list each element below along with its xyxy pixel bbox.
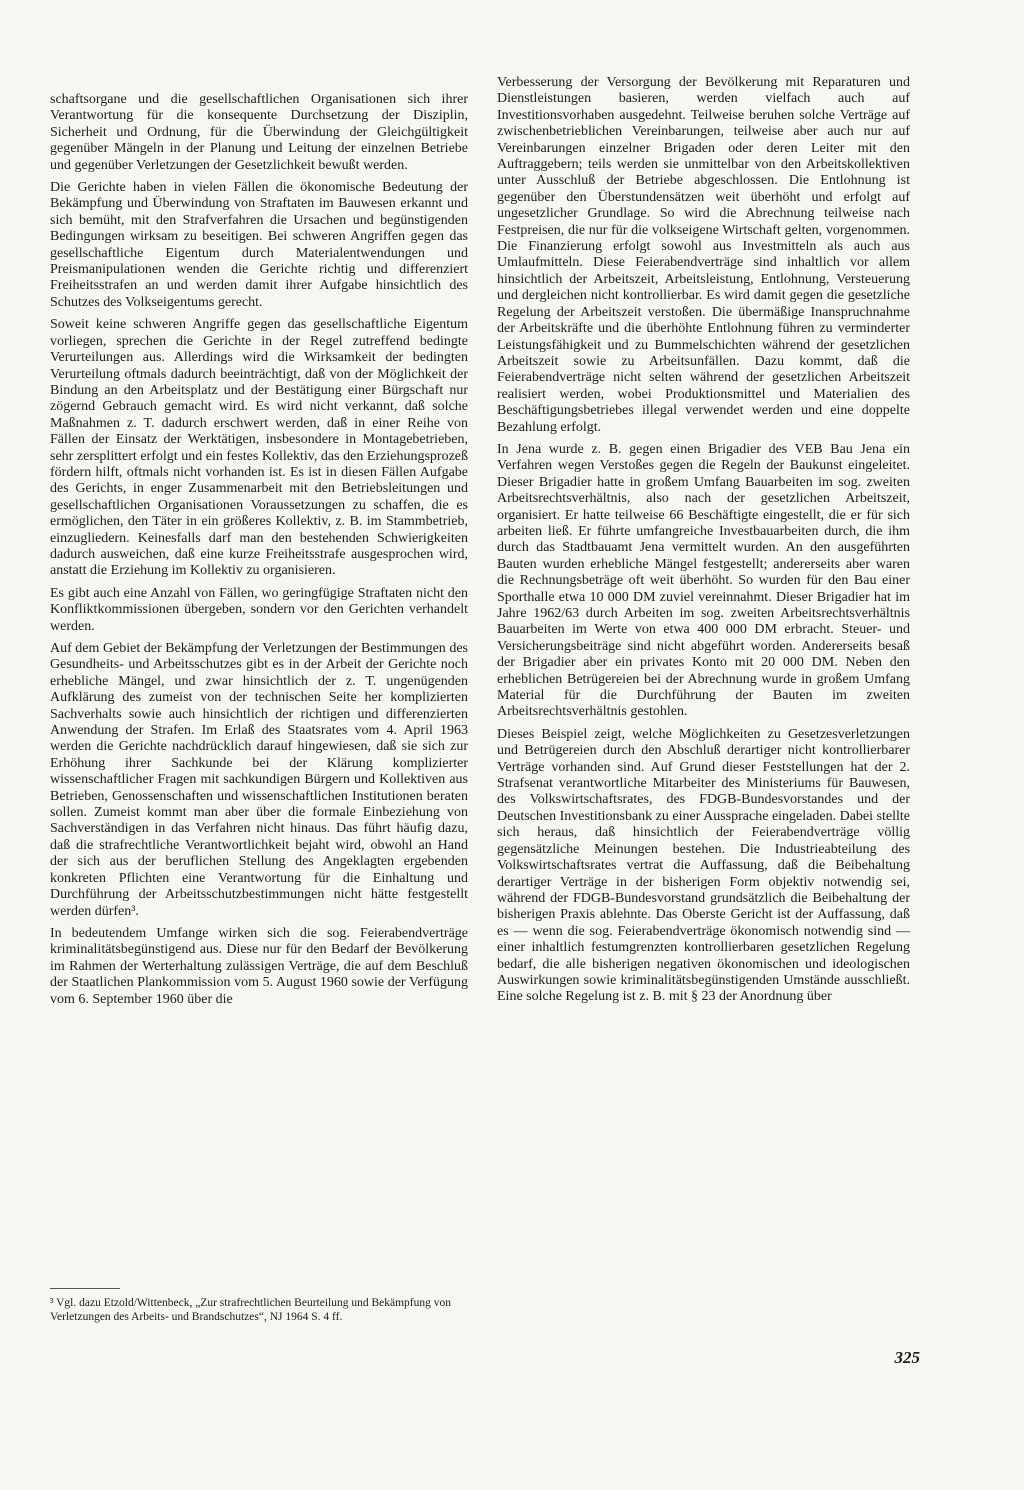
paragraph: Es gibt auch eine Anzahl von Fällen, wo geringfügige Straftaten nicht den Konfliktkommissionen übergeben, sondern vor den Gerichten verhandelt werden. xyxy=(50,585,468,634)
page-number: 325 xyxy=(894,1348,920,1367)
paragraph: Auf dem Gebiet der Bekämpfung der Verletzungen der Bestimmungen des Gesundheits- und Arbeitsschutzes gibt es in der Arbeit der Gerichte noch erhebliche Mängel, und zwar hinsichtlich der z. T. ungenügenden Aufklärung des zumeist von der technischen Seite her komplizierten Sachverhalts sowie auch hinsichtlich der richtigen und differenzierten Anwendung der Strafen. Im Erlaß des Staatsrates vom 4. April 1963 werden die Gerichte nachdrücklich darauf hingewiesen, daß sie sich zur Erhöhung ihrer Sachkunde bei der Klärung komplizierter wissenschaftlicher Fragen mit sachkundigen Bürgern und Kollektiven aus Betrieben, Genossenschaften und wissenschaftlichen Institutionen beraten sollen. Zumeist kommt man aber über die formale Einbeziehung von Sachverständigen in das Verfahren nicht hinaus. Das führt häufig dazu, daß die strafrechtliche Verantwortlichkeit bejaht wird, obwohl an Hand der sich aus der beruflichen Stellung des Angeklagten ergebenden konkreten Pflichten eine Verantwortung für die Einhaltung und Durchführung der Arbeitsschutzbestimmungen nicht hätte festgestellt werden dürfen³. xyxy=(50,641,468,919)
paragraph: schaftsorgane und die gesellschaftlichen Organisationen sich ihrer Verantwortung für die konsequente Durchsetzung der Disziplin, Sicherheit und Ordnung, für die Überwindung der Gleichgültigkeit gegenüber Mängeln in der Planung und Leitung der einzelnen Betriebe und gegenüber Verletzungen der Gesetzlichkeit bewußt werden. xyxy=(50,92,468,173)
paragraph: In Jena wurde z. B. gegen einen Brigadier des VEB Bau Jena ein Verfahren wegen Verstoßes gegen die Regeln der Baukunst eingeleitet. Dieser Brigadier hatte in großem Umfang Bauarbeiten im sog. zweiten Arbeitsrechtsverhältnis, also nach der gesetzlichen Arbeitszeit, organisiert. Er hatte teilweise 66 Beschäftigte eingestellt, die er für sich arbeiten ließ. Er führte umfangreiche Investbauarbeiten durch, die ihm durch das Stadtbauamt Jena vermittelt wurden. An den ausgeführten Bauten wurden erhebliche Mängel festgestellt; andererseits aber waren die Rechnungsbeträge oft weit überhöht. So wurden für den Bau einer Sporthalle etwa 10 000 DM zuviel vereinnahmt. Dieser Brigadier hat im Jahre 1962/63 durch Arbeiten im sog. zweiten Arbeitsrechtsverhältnis Bauarbeiten im Werte von etwa 400 000 DM erbracht. Steuer- und Versicherungsbeiträge sind nicht abgeführt worden. Andererseits besaß der Brigadier aber ein privates Konto mit 20 000 DM. Neben den erheblichen Betrügereien bei der Abrechnung wurde in großem Umfang Material für die Durchführung der Bauten im zweiten Arbeitsrechtsverhältnis gestohlen. xyxy=(497,441,910,720)
footnote-rule xyxy=(50,1288,120,1289)
footnote: ³ Vgl. dazu Etzold/Wittenbeck, „Zur strafrechtlichen Beurteilung und Bekämpfung von Verletzungen des Arbeits- und Brandschutzes“, NJ 1964 S. 4 ff. xyxy=(50,1297,452,1323)
paragraph: In bedeutendem Umfange wirken sich die sog. Feierabendverträge kriminalitätsbegünstigend aus. Diese nur für den Bedarf der Bevölkerung im Rahmen der Werterhaltung zulässigen Verträge, die auf dem Beschluß der Staatlichen Plankommission vom 5. August 1960 sowie der Verfügung vom 6. September 1960 über die xyxy=(50,925,468,1007)
paragraph: Die Gerichte haben in vielen Fällen die ökonomische Bedeutung der Bekämpfung und Überwindung von Straftaten im Bauwesen erkannt und sich bemüht, mit den Strafverfahren die Ursachen und begünstigenden Bedingungen wirksam zu beseitigen. Bei schweren Angriffen gegen das gesellschaftliche Eigentum durch Materialentwendungen und Preismanipulationen wenden die Gerichte richtig und differenziert Freiheitsstrafen an und werden damit ihrer Aufgabe hinsichtlich des Schutzes des Volkseigentums gerecht. xyxy=(50,180,468,310)
left-column xyxy=(50,92,468,1014)
paragraph: Verbesserung der Versorgung der Bevölkerung mit Reparaturen und Dienstleistungen basieren, werden vielfach auch auf Investitionsvorhaben ausgedehnt. Teilweise beruhen solche Verträge auf zwischenbetrieblichen Vereinbarungen, teilweise aber auch nur auf Vereinbarungen einzelner Brigaden oder deren Leiter mit den Auftraggebern; teils werden sie unmittelbar von den Arbeitskollektiven unter Ausschluß der Betriebe abgeschlossen. Die Entlohnung ist gegenüber den Überstundensätzen weit überhöht und erfolgt auf ungesetzlicher Grundlage. So wird die Abrechnung teilweise nach Festpreisen, die nur für die volkseigene Wirtschaft gelten, vorgenommen. Die Finanzierung erfolgt sowohl aus Investmitteln als auch aus Umlaufmitteln. Diese Feierabendverträge sind inhaltlich vor allem hinsichtlich der Arbeitszeit, Arbeitsleistung, Entlohnung, Versteuerung und dergleichen nicht kontrollierbar. Es wird damit gegen die gesetzliche Regelung der Arbeitszeit verstoßen. Die übermäßige Inanspruchnahme der Arbeitskräfte und die überhöhte Entlohnung führen zu verminderter Leistungsfähigkeit und zu Bummelschichten während der gesetzlichen Arbeitszeit sowie zu Arbeitsunfällen. Dazu kommt, daß die Feierabendverträge nicht selten während der gesetzlichen Arbeitszeit realisiert werden, wobei Produktionsmittel und Materialien des Beschäftigungsbetriebes illegal verwendet werden und eine doppelte Bezahlung erfolgt. xyxy=(497,75,910,435)
right-column xyxy=(497,75,910,1012)
paragraph: Dieses Beispiel zeigt, welche Möglichkeiten zu Gesetzesverletzungen und Betrügereien durch den Abschluß derartiger nicht kontrollierbarer Verträge vorhanden sind. Auf Grund dieser Feststellungen hat der 2. Strafsenat verantwortliche Mitarbeiter des Ministeriums für Bauwesen, des Volkswirtschaftsrates, des FDGB-Bundesvorstandes und der Deutschen Investitionsbank zu einer Aussprache eingeladen. Dabei stellte sich heraus, daß hinsichtlich der Feierabendverträge völlig gegensätzliche Meinungen bestehen. Die Industrieabteilung des Volkswirtschaftsrates vertrat die Auffassung, daß die Beibehaltung derartiger Verträge in der bisherigen Form objektiv notwendig sei, während der FDGB-Bundesvorstand grundsätzlich die Beibehaltung der bisherigen Praxis ablehnte. Das Oberste Gericht ist der Auffassung, daß es — wenn die sog. Feierabendverträge ökonomisch notwendig sind — einer inhaltlich festumgrenzten kontrollierbaren gesetzlichen Regelung bedarf, die alle bisherigen negativen ökonomischen und ideologischen Auswirkungen sowie kriminalitätsbegünstigenden Umstände ausschließt. Eine solche Regelung ist z. B. mit § 23 der Anordnung über xyxy=(497,726,910,1005)
paragraph: Soweit keine schweren Angriffe gegen das gesellschaftliche Eigentum vorliegen, sprechen die Gerichte in der Regel zutreffend bedingte Verurteilungen aus. Allerdings wird die Wirksamkeit der bedingten Verurteilung oftmals dadurch beeinträchtigt, daß von der Möglichkeit der Bindung an den Arbeitsplatz und der Bestätigung einer Bürgschaft nur zögernd Gebrauch gemacht wird. Es wird nicht verkannt, daß solche Maßnahmen z. T. dadurch erschwert werden, daß in einer Reihe von Fällen der Einsatz der Werktätigen, insbesondere in Montagebetrieben, sehr zersplittert erfolgt und ein festes Kollektiv, das den Erziehungsprozeß fördern hilft, oftmals nicht vorhanden ist. Es ist in diesen Fällen Aufgabe des Gerichts, in enger Zusammenarbeit mit den Betriebsleitungen und gesellschaftlichen Organisationen Voraussetzungen zu schaffen, die es ermöglichen, den Täter in ein größeres Kollektiv, z. B. im Stammbetrieb, einzugliedern. Keinesfalls darf man den bestehenden Schwierigkeiten dadurch ausweichen, daß eine kurze Freiheitsstrafe ausgesprochen wird, anstatt die Erziehung im Kollektiv zu organisieren. xyxy=(50,317,468,579)
